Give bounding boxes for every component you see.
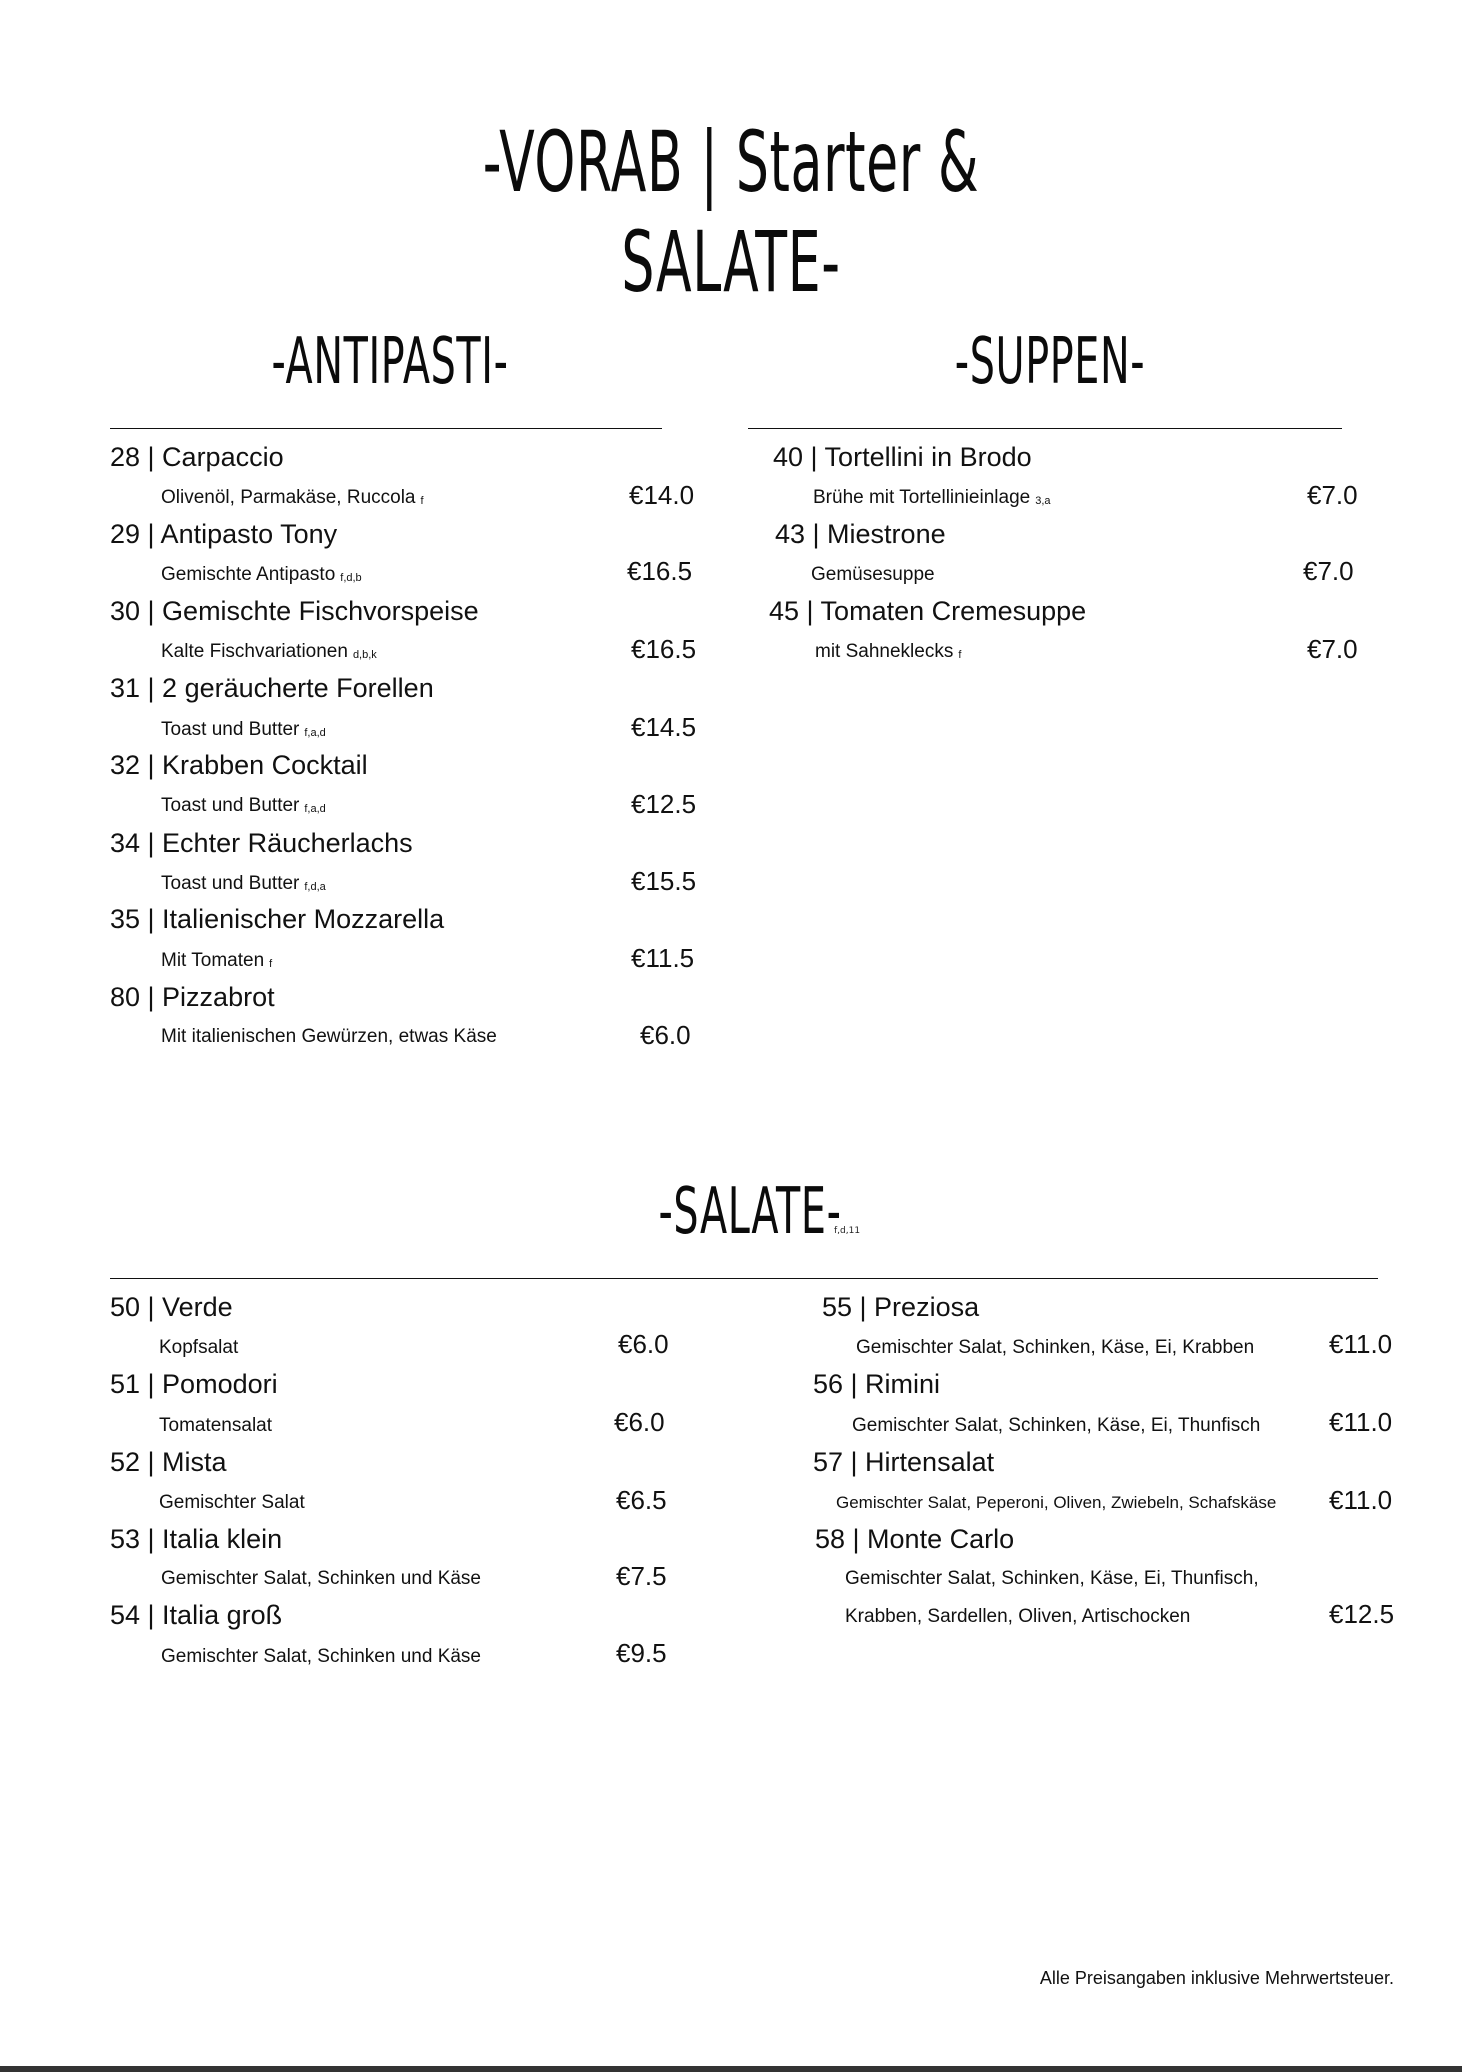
suppen-item-title: 43 | Miestrone [775,519,946,549]
salate-item-desc: Gemischter Salat [159,1492,305,1513]
suppen-item-price: €7.0 [1307,480,1358,510]
salate-item-desc-continued: Krabben, Sardellen, Oliven, Artischocken [845,1606,1191,1627]
salate-item-title: 54 | Italia groß [110,1600,283,1630]
salate-item-desc: Gemischter Salat, Schinken, Käse, Ei, Thunfisch [852,1415,1261,1436]
antipasti-divider [110,428,662,429]
salate-item-title: 56 | Rimini [813,1369,941,1399]
suppen-item-price: €7.0 [1307,634,1358,664]
salate-item-desc: Gemischter Salat, Schinken und Käse [161,1568,482,1589]
salate-item-price: €11.0 [1329,1485,1393,1515]
antipasti-item-title: 80 | Pizzabrot [110,982,275,1012]
antipasti-item-desc: Toast und Butter f,a,d [161,719,326,740]
antipasti-item-price: €15.5 [631,866,697,896]
salate-item-desc: Gemischter Salat, Schinken, Käse, Ei, Krabben [856,1337,1255,1358]
salate-allergen-note: f,d,11 [834,1226,861,1236]
salate-item-price: €12.5 [1329,1599,1395,1629]
salate-item-price: €6.0 [614,1407,665,1437]
antipasti-item-price: €14.5 [631,712,697,742]
suppen-item-desc: mit Sahneklecks f [815,641,962,662]
antipasti-item-desc: Mit Tomaten f [161,950,273,971]
antipasti-item-price: €16.5 [627,556,693,586]
antipasti-item-price: €6.0 [640,1020,691,1050]
suppen-item-title: 40 | Tortellini in Brodo [773,442,1032,472]
salate-item-desc: Kopfsalat [159,1337,239,1358]
salate-item-title: 51 | Pomodori [110,1369,278,1399]
salate-item-price: €7.5 [616,1561,667,1591]
section-title-salate: -SALATE- [658,1175,842,1249]
antipasti-item-title: 28 | Carpaccio [110,442,284,472]
salate-item-desc: Gemischter Salat, Schinken, Käse, Ei, Thunfisch, [845,1568,1259,1589]
salate-item-title: 53 | Italia klein [110,1524,283,1554]
suppen-item-desc: Brühe mit Tortellinieinlage 3,a [813,487,1051,508]
antipasti-item-title: 29 | Antipasto Tony [110,519,338,549]
section-title-suppen: -SUPPEN- [954,325,1146,399]
salate-item-price: €9.5 [616,1638,667,1668]
salate-item-desc: Tomatensalat [159,1415,273,1436]
salate-item-desc: Gemischter Salat, Schinken und Käse [161,1646,482,1667]
footer-vat-note: Alle Preisangaben inklusive Mehrwertsteuer. [1039,1968,1394,1988]
antipasti-item-title: 30 | Gemischte Fischvorspeise [110,596,479,626]
section-title-antipasti: -ANTIPASTI- [271,325,509,399]
bottom-edge-bar [0,2066,1462,2072]
suppen-divider [748,428,1342,429]
antipasti-item-desc: Kalte Fischvariationen d,b,k [161,641,377,662]
antipasti-item-desc: Toast und Butter f,a,d [161,795,326,816]
salate-item-title: 55 | Preziosa [822,1292,980,1322]
antipasti-item-title: 34 | Echter Räucherlachs [110,828,413,858]
salate-item-title: 52 | Mista [110,1447,227,1477]
antipasti-item-desc: Olivenöl, Parmakäse, Ruccola f [161,487,424,508]
page-title: -VORAB | Starter & SALATE- [482,113,980,311]
salate-item-price: €6.5 [616,1485,667,1515]
antipasti-item-title: 32 | Krabben Cocktail [110,750,368,780]
salate-item-title: 58 | Monte Carlo [815,1524,1015,1554]
antipasti-item-desc: Mit italienischen Gewürzen, etwas Käse [161,1026,497,1047]
suppen-item-desc: Gemüsesuppe [811,564,935,585]
antipasti-item-title: 35 | Italienischer Mozzarella [110,904,445,934]
salate-divider [110,1278,1378,1279]
suppen-item-price: €7.0 [1303,556,1354,586]
salate-item-price: €11.0 [1329,1407,1393,1437]
salate-item-desc: Gemischter Salat, Peperoni, Oliven, Zwiebeln, Schafskäse [836,1493,1277,1512]
suppen-item-title: 45 | Tomaten Cremesuppe [769,596,1087,626]
salate-item-title: 57 | Hirtensalat [813,1447,995,1477]
salate-item-price: €11.0 [1329,1329,1393,1359]
antipasti-item-price: €16.5 [631,634,697,664]
antipasti-item-price: €12.5 [631,789,697,819]
salate-item-price: €6.0 [618,1329,669,1359]
antipasti-item-price: €11.5 [631,943,695,973]
antipasti-item-price: €14.0 [629,480,695,510]
salate-item-title: 50 | Verde [110,1292,233,1322]
antipasti-item-desc: Gemischte Antipasto f,d,b [161,564,362,585]
antipasti-item-title: 31 | 2 geräucherte Forellen [110,673,434,703]
antipasti-item-desc: Toast und Butter f,d,a [161,873,326,894]
